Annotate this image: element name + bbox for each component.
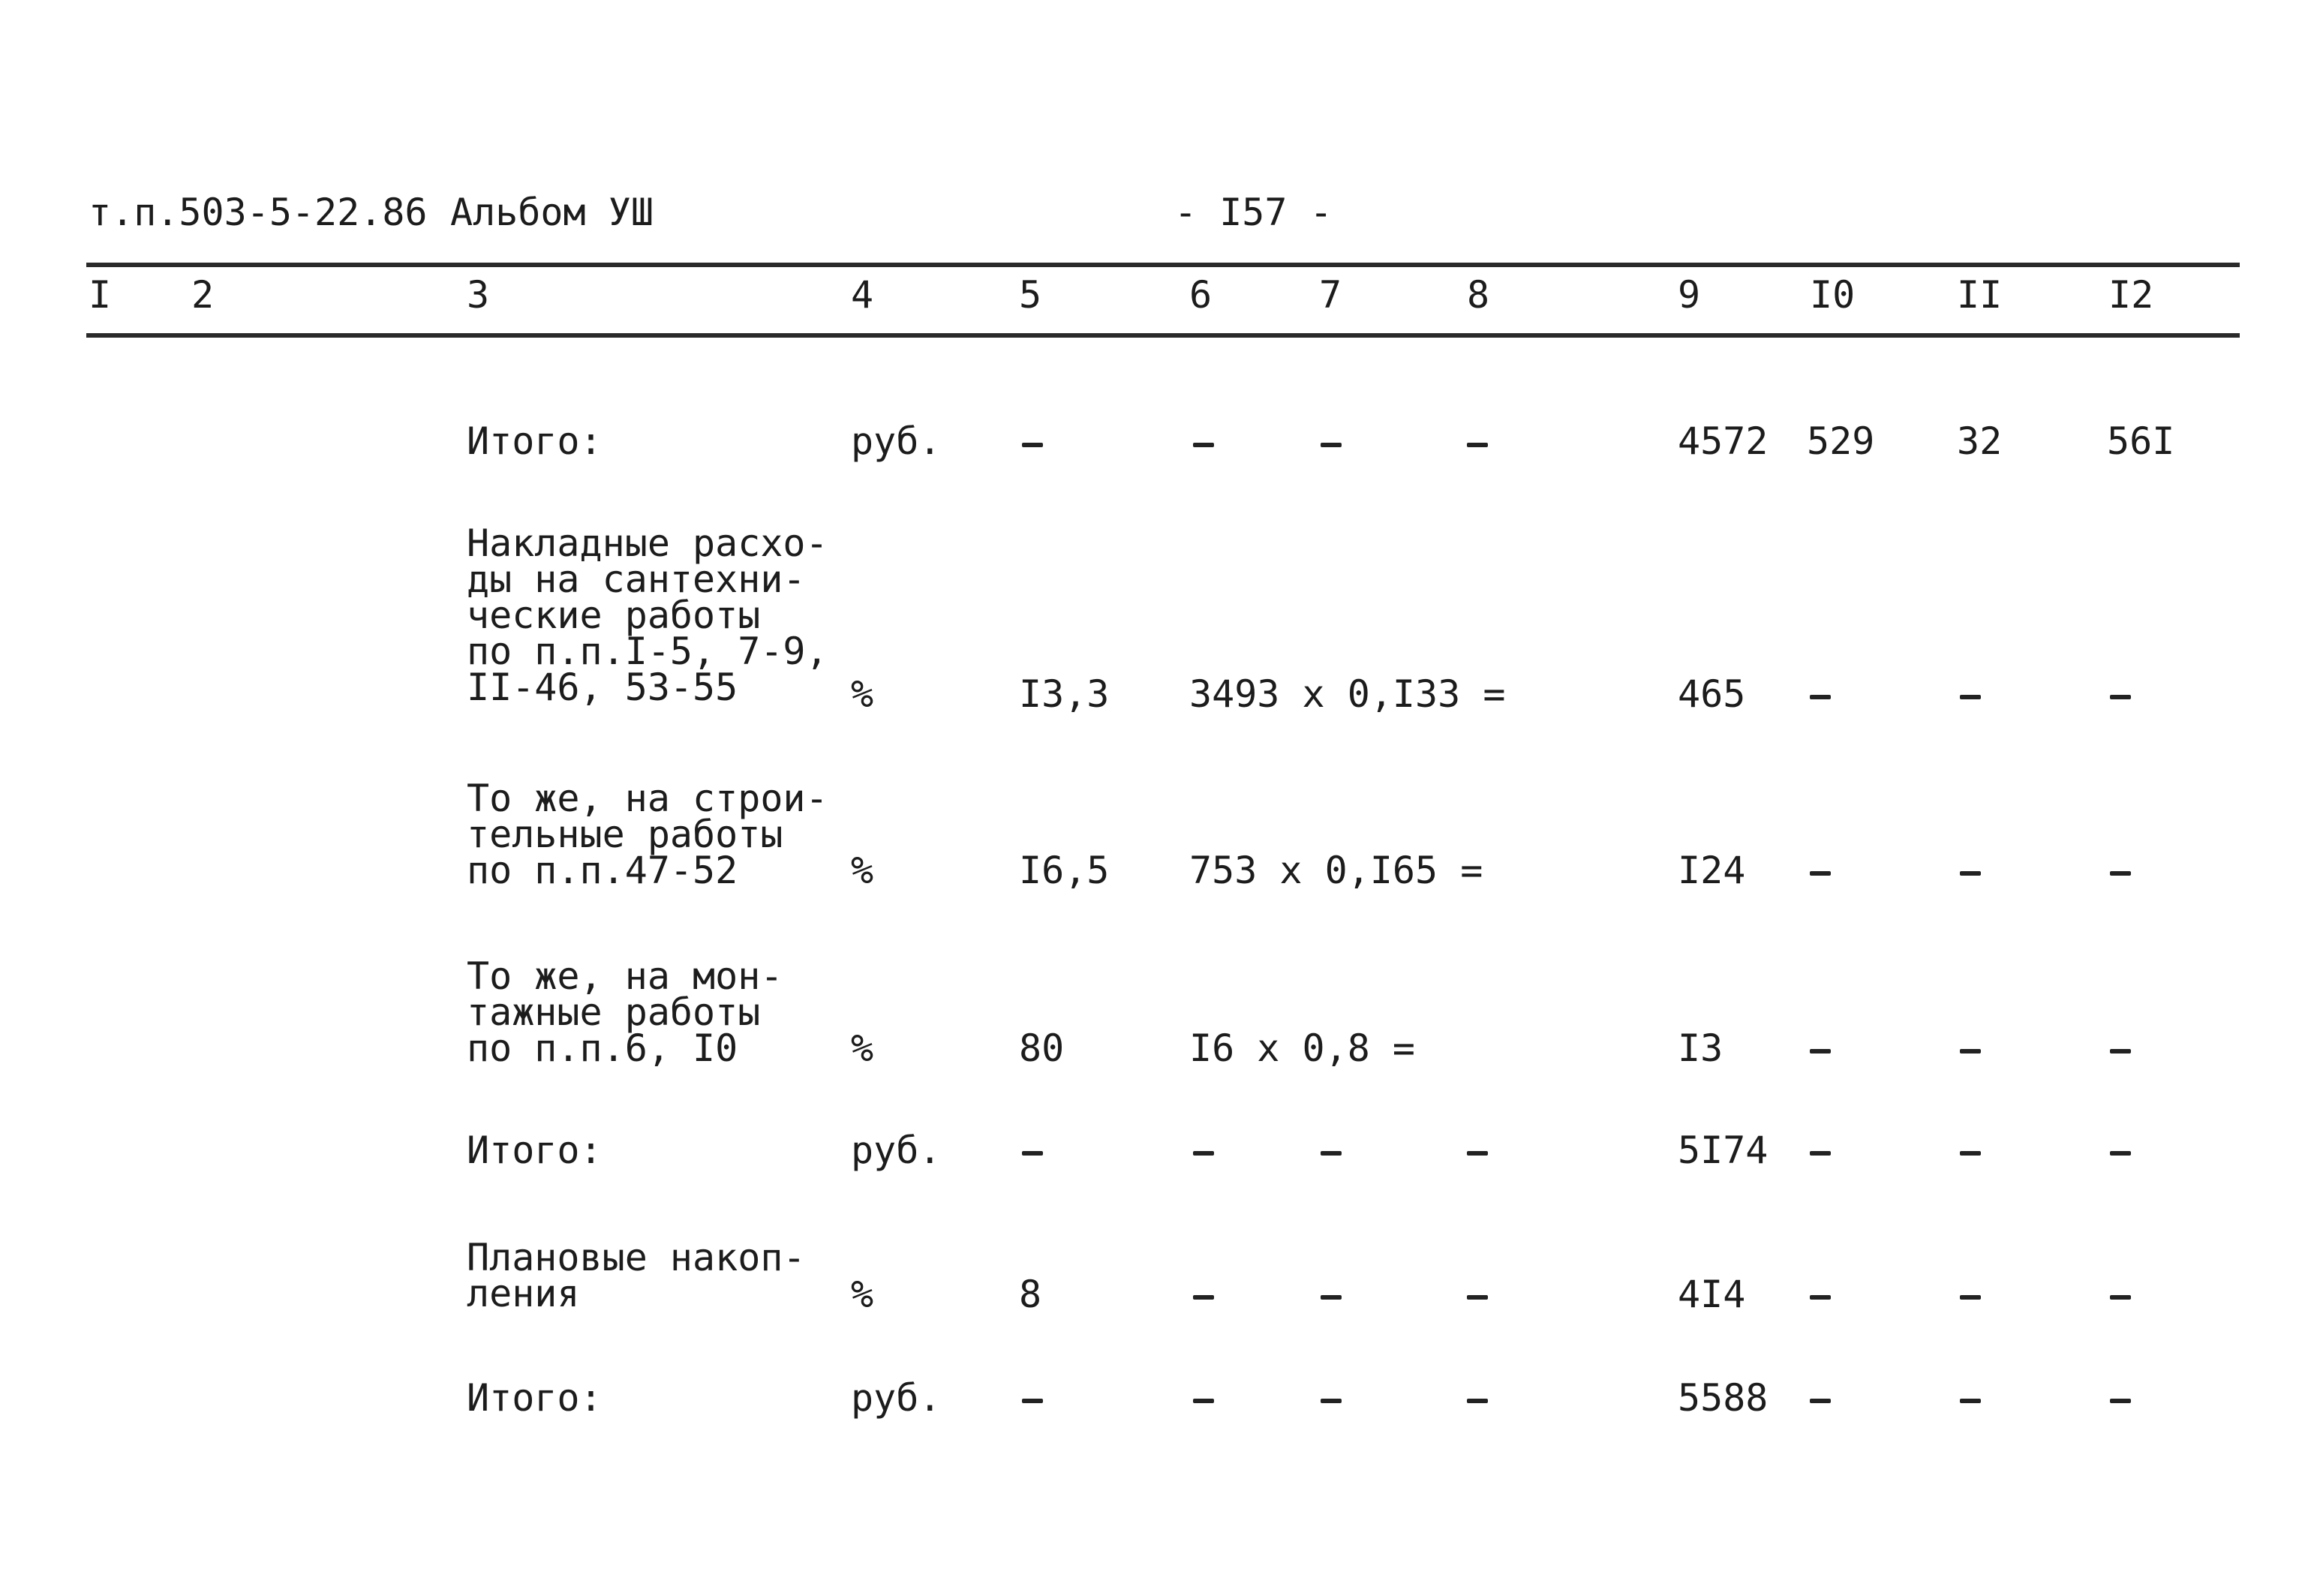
empty-cell-dash: [1321, 1151, 1342, 1156]
empty-cell-dash: [1193, 1151, 1214, 1156]
row-label: То же, на мон- тажные работы по п.п.6, I0: [467, 954, 783, 1070]
empty-cell-dash: [1960, 695, 1981, 699]
column-header-8: 8: [1467, 273, 1490, 317]
row-unit: %: [851, 1026, 874, 1070]
column-header-2: 2: [191, 273, 215, 317]
empty-cell-dash: [1193, 443, 1214, 447]
empty-cell-dash: [1810, 695, 1831, 699]
cell-col9: 5588: [1678, 1376, 1769, 1420]
empty-cell-dash: [1193, 1295, 1214, 1300]
row-label: Итого:: [467, 1376, 603, 1420]
row-label: Итого:: [467, 419, 603, 463]
column-header-5: 5: [1019, 273, 1042, 317]
row-unit: %: [851, 672, 874, 716]
empty-cell-dash: [2110, 1399, 2131, 1403]
column-header-12: I2: [2108, 273, 2154, 317]
cell-col9: 465: [1678, 672, 1746, 716]
row-rate: I3,3: [1019, 672, 1110, 716]
cell-col9: I24: [1678, 849, 1746, 892]
empty-cell-dash: [1810, 1151, 1831, 1156]
row-unit: %: [851, 849, 874, 892]
row-label: Накладные расхо- ды на сантехни- ческие работы по п.п.I-5, 7-9, II-46, 53-55: [467, 521, 828, 709]
empty-cell-dash: [1960, 1295, 1981, 1300]
empty-cell-dash: [2110, 871, 2131, 876]
row-label: Плановые накоп- ления: [467, 1236, 806, 1315]
page-number: - I57 -: [1174, 191, 1333, 234]
column-header-11: II: [1957, 273, 2003, 317]
column-header-4: 4: [851, 273, 874, 317]
row-rate: 80: [1019, 1026, 1065, 1070]
empty-cell-dash: [1321, 1295, 1342, 1300]
header-top-rule: [86, 263, 2240, 267]
empty-cell-dash: [1467, 1295, 1488, 1300]
empty-cell-dash: [1321, 1399, 1342, 1403]
column-header-9: 9: [1678, 273, 1701, 317]
album-title: Альбом УШ: [450, 191, 654, 234]
row-formula: I6 x 0,8 =: [1189, 1026, 1416, 1070]
empty-cell-dash: [2110, 1151, 2131, 1156]
empty-cell-dash: [1467, 1399, 1488, 1403]
row-label: То же, на строи- тельные работы по п.п.47-52: [467, 777, 828, 892]
row-formula: 3493 x 0,I33 =: [1189, 672, 1506, 716]
empty-cell-dash: [1022, 1151, 1043, 1156]
cell-col12: 56I: [2107, 419, 2175, 463]
row-rate: 8: [1019, 1273, 1042, 1316]
column-header-3: 3: [467, 273, 490, 317]
empty-cell-dash: [1810, 1399, 1831, 1403]
row-unit: руб.: [851, 419, 942, 463]
row-label: Итого:: [467, 1129, 603, 1172]
empty-cell-dash: [1022, 443, 1043, 447]
row-rate: I6,5: [1019, 849, 1110, 892]
row-unit: руб.: [851, 1129, 942, 1172]
empty-cell-dash: [1193, 1399, 1214, 1403]
row-formula: 753 x 0,I65 =: [1189, 849, 1483, 892]
header-bottom-rule: [86, 333, 2240, 338]
empty-cell-dash: [1467, 443, 1488, 447]
empty-cell-dash: [1810, 871, 1831, 876]
empty-cell-dash: [1960, 1049, 1981, 1053]
empty-cell-dash: [1960, 1399, 1981, 1403]
document-reference: т.п.503-5-22.86: [89, 191, 428, 234]
row-unit: %: [851, 1273, 874, 1316]
column-header-1: I: [89, 273, 112, 317]
empty-cell-dash: [1022, 1399, 1043, 1403]
cell-col9: 4I4: [1678, 1273, 1746, 1316]
cell-col11: 32: [1957, 419, 2003, 463]
cell-col9: 4572: [1678, 419, 1769, 463]
row-unit: руб.: [851, 1376, 942, 1420]
empty-cell-dash: [1960, 1151, 1981, 1156]
empty-cell-dash: [1810, 1049, 1831, 1053]
cell-col9: 5I74: [1678, 1129, 1769, 1172]
empty-cell-dash: [2110, 695, 2131, 699]
column-header-6: 6: [1189, 273, 1213, 317]
empty-cell-dash: [2110, 1049, 2131, 1053]
empty-cell-dash: [1810, 1295, 1831, 1300]
column-header-10: I0: [1810, 273, 1856, 317]
cell-col10: 529: [1807, 419, 1875, 463]
empty-cell-dash: [1321, 443, 1342, 447]
empty-cell-dash: [1467, 1151, 1488, 1156]
column-header-7: 7: [1319, 273, 1342, 317]
cell-col9: I3: [1678, 1026, 1723, 1070]
empty-cell-dash: [1960, 871, 1981, 876]
empty-cell-dash: [2110, 1295, 2131, 1300]
